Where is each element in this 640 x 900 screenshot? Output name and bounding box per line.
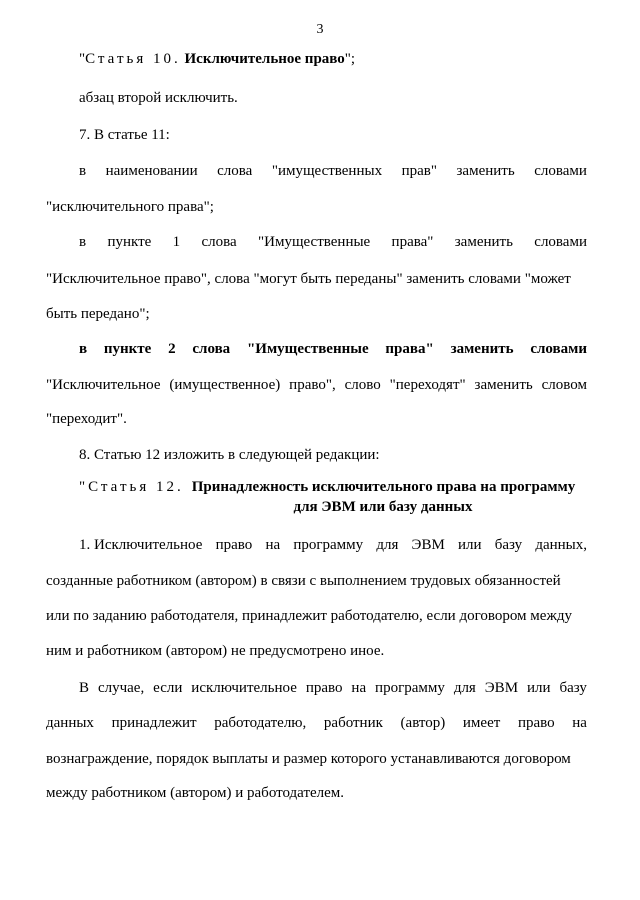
word: или xyxy=(526,680,551,696)
article-10-quote-open: " xyxy=(79,51,86,67)
word: ЭВМ xyxy=(411,537,445,553)
para1-line2: созданные работником (автором) в связи с выполнением трудовых обязанностей xyxy=(46,573,561,589)
word: для xyxy=(376,537,399,553)
article-12-label: "Статья 12. xyxy=(79,479,184,495)
article-12-title-line2: для ЭВМ или базу данных xyxy=(293,499,473,515)
word: "имущественных xyxy=(271,163,383,179)
word: слово xyxy=(344,377,381,393)
point1-clause-line1 xyxy=(79,233,587,251)
article-10-line xyxy=(79,50,355,68)
word: в xyxy=(79,163,87,179)
word: словом xyxy=(541,377,587,393)
word: право xyxy=(517,715,555,731)
word: программу xyxy=(293,537,364,553)
word: "Имущественные xyxy=(246,341,369,357)
article-12-heading xyxy=(79,478,587,516)
word: 1 xyxy=(172,234,181,250)
word: "переходят" xyxy=(389,377,466,393)
word: слова xyxy=(192,341,231,357)
point1-clause-line2: "Исключительное право", слова "могут быть переданы" заменить словами "может xyxy=(46,271,571,287)
word: 2 xyxy=(168,341,176,357)
word: в xyxy=(79,341,88,357)
word: работник xyxy=(323,715,383,731)
word: (имущественное) xyxy=(169,377,281,393)
word: если xyxy=(153,680,183,696)
point2-clause-line3: "переходит". xyxy=(46,411,127,427)
para2-line4: между работником (автором) и работодателем. xyxy=(46,785,345,801)
word: (автор) xyxy=(400,715,446,731)
item-7: 7. В статье 11: xyxy=(79,127,170,143)
word: на xyxy=(265,537,281,553)
word: принадлежит xyxy=(111,715,197,731)
article-10-title: Исключительное право xyxy=(184,51,345,67)
word: имеет xyxy=(462,715,501,731)
article-10-quote-close: "; xyxy=(344,51,356,67)
word: заменить xyxy=(454,234,513,250)
item-8: 8. Статью 12 изложить в следующей редакции: xyxy=(79,447,380,463)
word: право xyxy=(215,537,253,553)
word: ЭВМ xyxy=(484,680,519,696)
word: базу xyxy=(559,680,587,696)
word: данных xyxy=(46,715,94,731)
word: на xyxy=(572,715,587,731)
word: на xyxy=(351,680,367,696)
word: исключительное xyxy=(191,680,297,696)
name-clause-line2: "исключительного права"; xyxy=(46,199,214,215)
word: В xyxy=(79,680,90,696)
word: в xyxy=(79,234,87,250)
word: для xyxy=(453,680,476,696)
word: слова xyxy=(201,234,237,250)
word: словами xyxy=(534,163,587,179)
para2-line2 xyxy=(46,714,587,732)
article-12-title-line1: Принадлежность исключительного права на программу xyxy=(191,479,576,495)
para1-line3: или по заданию работодателя, принадлежит работодателю, если договором между xyxy=(46,608,572,624)
word: или xyxy=(457,537,482,553)
word: данных, xyxy=(535,537,587,553)
word: прав" xyxy=(401,163,437,179)
word: случае, xyxy=(97,680,145,696)
word: заменить xyxy=(456,163,515,179)
para2-line1 xyxy=(79,679,587,697)
para2-line3: вознаграждение, порядок выплаты и размер которого устанавливаются договором xyxy=(46,751,571,767)
article-10-label: Статья 10. xyxy=(85,51,181,67)
name-clause-line1 xyxy=(79,162,587,180)
para-delete-second: абзац второй исключить. xyxy=(79,90,238,106)
word: наименовании xyxy=(105,163,198,179)
point2-clause-line1 xyxy=(79,340,587,358)
para1-line4: ним и работником (автором) не предусмотрено иное. xyxy=(46,643,385,659)
word: "Имущественные xyxy=(258,234,371,250)
word: программу xyxy=(375,680,445,696)
word: пункте xyxy=(107,234,152,250)
word: права" xyxy=(385,341,434,357)
para1-line1 xyxy=(79,536,587,554)
page-number: 3 xyxy=(316,22,324,37)
word: 1. Исключительное xyxy=(79,537,203,553)
word: заменить xyxy=(450,341,514,357)
word: слова xyxy=(217,163,253,179)
word: права" xyxy=(391,234,434,250)
word: словами xyxy=(530,341,587,357)
point2-clause-line2 xyxy=(46,376,587,394)
word: "Исключительное xyxy=(46,377,161,393)
word: заменить xyxy=(474,377,533,393)
word: право xyxy=(305,680,343,696)
word: право", xyxy=(289,377,336,393)
point1-clause-line3: быть передано"; xyxy=(46,306,150,322)
word: работодателю, xyxy=(214,715,307,731)
word: базу xyxy=(494,537,523,553)
word: пункте xyxy=(103,341,152,357)
word: словами xyxy=(534,234,587,250)
